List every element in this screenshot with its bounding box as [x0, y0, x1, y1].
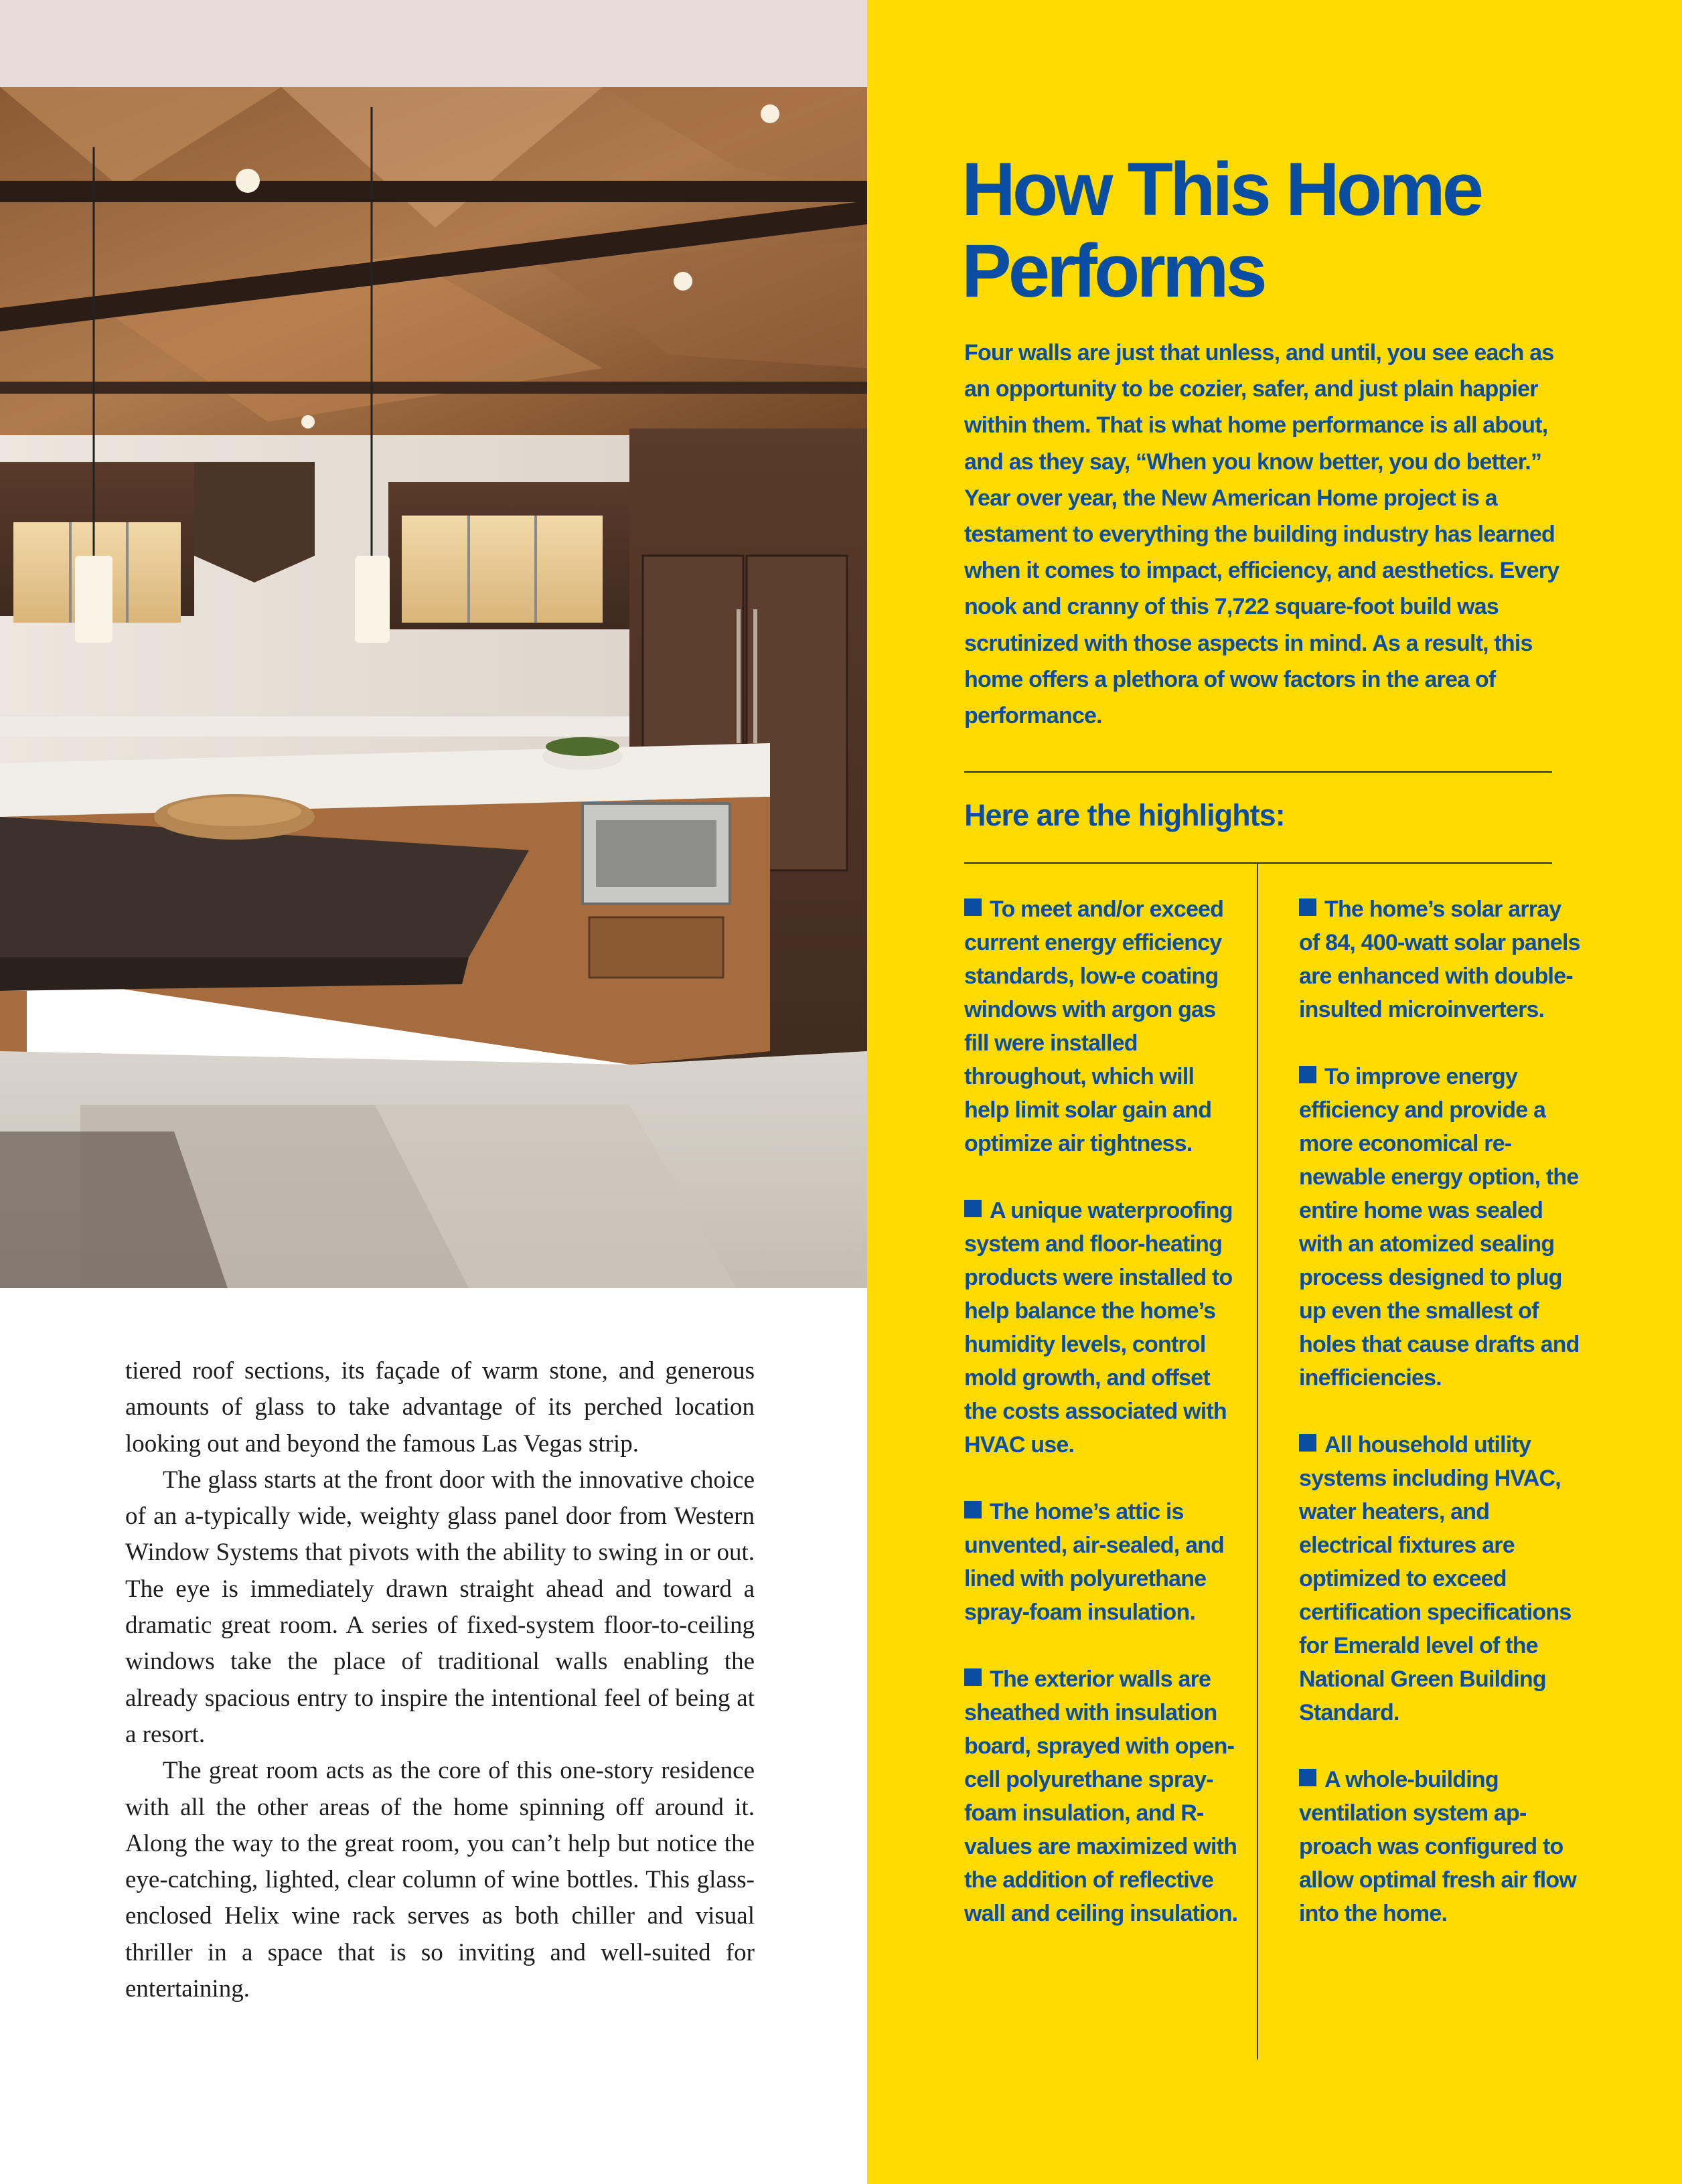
square-bullet-icon [964, 1501, 982, 1518]
sidebar-title: How This Home Performs [962, 147, 1481, 313]
square-bullet-icon [964, 1668, 982, 1686]
column-divider [1257, 864, 1258, 2059]
highlight-item: To improve energy efficiency and provide a more economical renewable energy option, the entire home was sealed with an atomized sealing process designed to plug up even the smallest of holes that cause drafts and inefficiencies. [1299, 1064, 1580, 1391]
square-bullet-icon [1299, 1769, 1316, 1786]
highlight-item: The home’s solar array of 84, 400-watt solar panels are enhanced with double-insulted microinverters. [1299, 896, 1580, 1022]
square-bullet-icon [1299, 1434, 1316, 1452]
square-bullet-icon [964, 899, 982, 916]
highlight-item: The exterior walls are sheathed with insulation board, sprayed with open-cell polyurethane spray-foam insulation, and R-values are maximized with the addition of reflective wall and ceiling insulation. [964, 1666, 1238, 1926]
square-bullet-icon [1299, 1066, 1316, 1083]
kitchen-photo [0, 87, 867, 1288]
square-bullet-icon [964, 1200, 982, 1217]
top-color-band [0, 0, 867, 87]
square-bullet-icon [1299, 899, 1316, 916]
highlight-item: A whole-building ventilation system approach was configured to allow optimal fresh air flow into the home. [1299, 1767, 1577, 1926]
divider-rule [964, 862, 1552, 864]
highlights-column-right [1299, 892, 1580, 1964]
article-body [125, 1353, 755, 2007]
highlights-heading: Here are the highlights: [964, 798, 1285, 832]
highlight-item: All household utility systems including HVAC, water heaters, and electrical fixtures are optimized to exceed certification specifications for Emerald level of the National Green Building Standard. [1299, 1432, 1572, 1725]
highlight-item: To meet and/or exceed current energy efficiency standards, low-e coating windows with argon gas fill were installed throughout, which will help limit solar gain and optimize air tightness. [964, 896, 1224, 1156]
divider-rule [964, 771, 1552, 773]
highlight-item: The home’s attic is unvented, air-sealed, and lined with polyurethane spray-foam insulation. [964, 1499, 1225, 1625]
body-paragraph-2: The glass starts at the front door with the innovative choice of an a-typically wide, weighty glass panel door from Western Window Systems that pivots with the ability to swing in or out. The eye is immediately drawn straight ahead and toward a dramatic great room. A series of fixed-system floor-to-ceiling windows take the place of traditional walls enabling the already spacious entry to inspire the intentional feel of being at a resort. [125, 1466, 755, 1748]
sidebar-intro: Four walls are just that unless, and until, you see each as an opportunity to be cozier, safer, and just plain happier within them. That is what home performance is all about, and as they say, “When you know better, you do better.” Year over year, the New American Home project is a testament to everything the building industry has learned when it comes to impact, efficiency, and aesthetics. Every nook and cranny of this 7,722 square-foot build was scrutinized with those aspects in mind. As a result, this home offers a plethora of wow factors in the area of performance. [964, 340, 1559, 729]
highlight-item: A unique waterproofing system and floor-heating products were installed to help balance the home’s humidity levels, control mold growth, and offset the costs associated with HVAC use. [964, 1198, 1233, 1458]
body-paragraph-3: The great room acts as the core of this one-story residence with all the other areas of the home spinning off around it. Along the way to the great room, you can’t help but notice the eye-catching, lighted, clear column of wine bottles. This glass-enclosed Helix wine rack serves as both chiller and visual thriller in a space that is so inviting and well-suited for entertaining. [125, 1757, 755, 2003]
body-paragraph-1: tiered roof sections, its façade of warm stone, and generous amounts of glass to take advantage of its perched location looking out and beyond the famous Las Vegas strip. [125, 1357, 755, 1458]
highlights-column-left [964, 892, 1239, 1964]
